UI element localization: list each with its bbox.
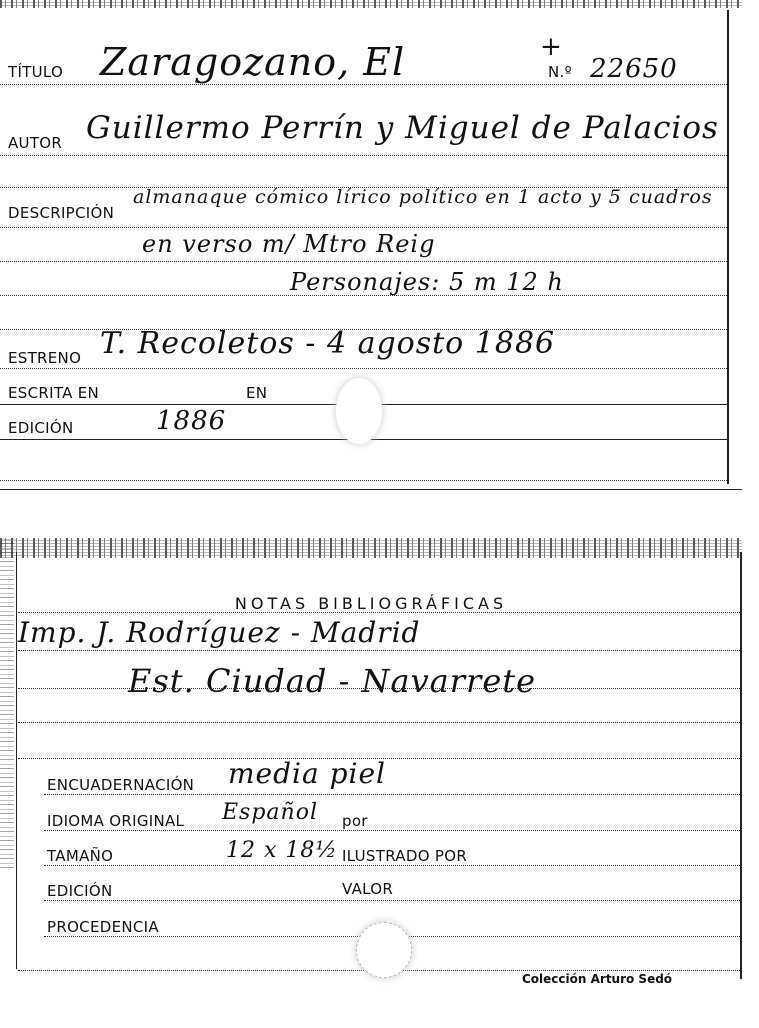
row-line	[18, 650, 740, 651]
row-line	[44, 900, 740, 901]
descripcion-line1: almanaque cómico lírico político en 1 acto y 5 cuadros	[133, 186, 713, 208]
en-label: EN	[246, 384, 268, 402]
catalog-card-bottom	[0, 538, 742, 986]
titulo-label: TÍTULO	[8, 63, 64, 81]
edicion-value: 1886	[156, 406, 227, 436]
estreno-label: ESTRENO	[8, 349, 82, 367]
encuadernacion-label: ENCUADERNACIÓN	[47, 776, 195, 794]
card-edge-texture	[0, 538, 742, 558]
encuadernacion-value: media piel	[228, 757, 386, 790]
estreno-value: T. Recoletos - 4 agosto 1886	[100, 326, 556, 361]
card-right-border	[740, 552, 742, 979]
escrita-en-label: ESCRITA EN	[8, 384, 100, 402]
card-edge-texture	[0, 0, 742, 8]
notas-title: NOTAS BIBLIOGRÁFICAS	[234, 594, 508, 613]
paper-blot	[336, 378, 382, 444]
valor-label: VALOR	[342, 880, 394, 898]
number-label: N.º	[548, 63, 572, 81]
note-line2: Est. Ciudad - Navarrete	[128, 662, 537, 700]
idioma-value: Español	[222, 800, 318, 825]
card-right-border	[727, 10, 729, 484]
row-line	[0, 295, 727, 296]
row-line	[0, 480, 727, 481]
card-bottom-edge	[0, 489, 742, 490]
descripcion-line3: Personajes: 5 m 12 h	[290, 268, 564, 296]
row-line	[44, 865, 740, 866]
number-mark: +	[540, 32, 563, 62]
edicion-label: EDICIÓN	[8, 419, 74, 437]
row-line	[44, 830, 740, 831]
catalog-card-top	[0, 0, 742, 490]
ilustrado-label: ILUSTRADO POR	[342, 847, 468, 865]
edicion2-label: EDICIÓN	[47, 882, 113, 900]
number-value: 22650	[590, 54, 678, 84]
row-line	[18, 722, 740, 723]
note-line1: Imp. J. Rodríguez - Madrid	[18, 616, 421, 649]
por-label: por	[342, 812, 368, 830]
row-line	[0, 261, 727, 262]
card-left-border	[16, 552, 17, 969]
idioma-label: IDIOMA ORIGINAL	[47, 812, 185, 830]
row-line	[0, 368, 727, 369]
autor-value: Guillermo Perrín y Miguel de Palacios	[86, 110, 719, 146]
row-line	[0, 84, 727, 85]
row-line	[44, 794, 740, 795]
row-line	[18, 612, 740, 613]
card-side-texture	[0, 538, 14, 868]
titulo-value: Zaragozano, El	[100, 40, 406, 84]
row-line	[18, 688, 740, 689]
collection-credit: Colección Arturo Sedó	[522, 972, 673, 986]
tamano-label: TAMAÑO	[47, 847, 114, 865]
paper-blot	[356, 922, 412, 978]
procedencia-label: PROCEDENCIA	[47, 918, 159, 936]
descripcion-line2: en verso m/ Mtro Reig	[142, 230, 436, 258]
row-line	[0, 155, 727, 156]
row-line	[0, 227, 727, 228]
tamano-value: 12 x 18½	[226, 838, 338, 863]
autor-label: AUTOR	[8, 134, 63, 152]
descripcion-label: DESCRIPCIÓN	[8, 204, 115, 222]
